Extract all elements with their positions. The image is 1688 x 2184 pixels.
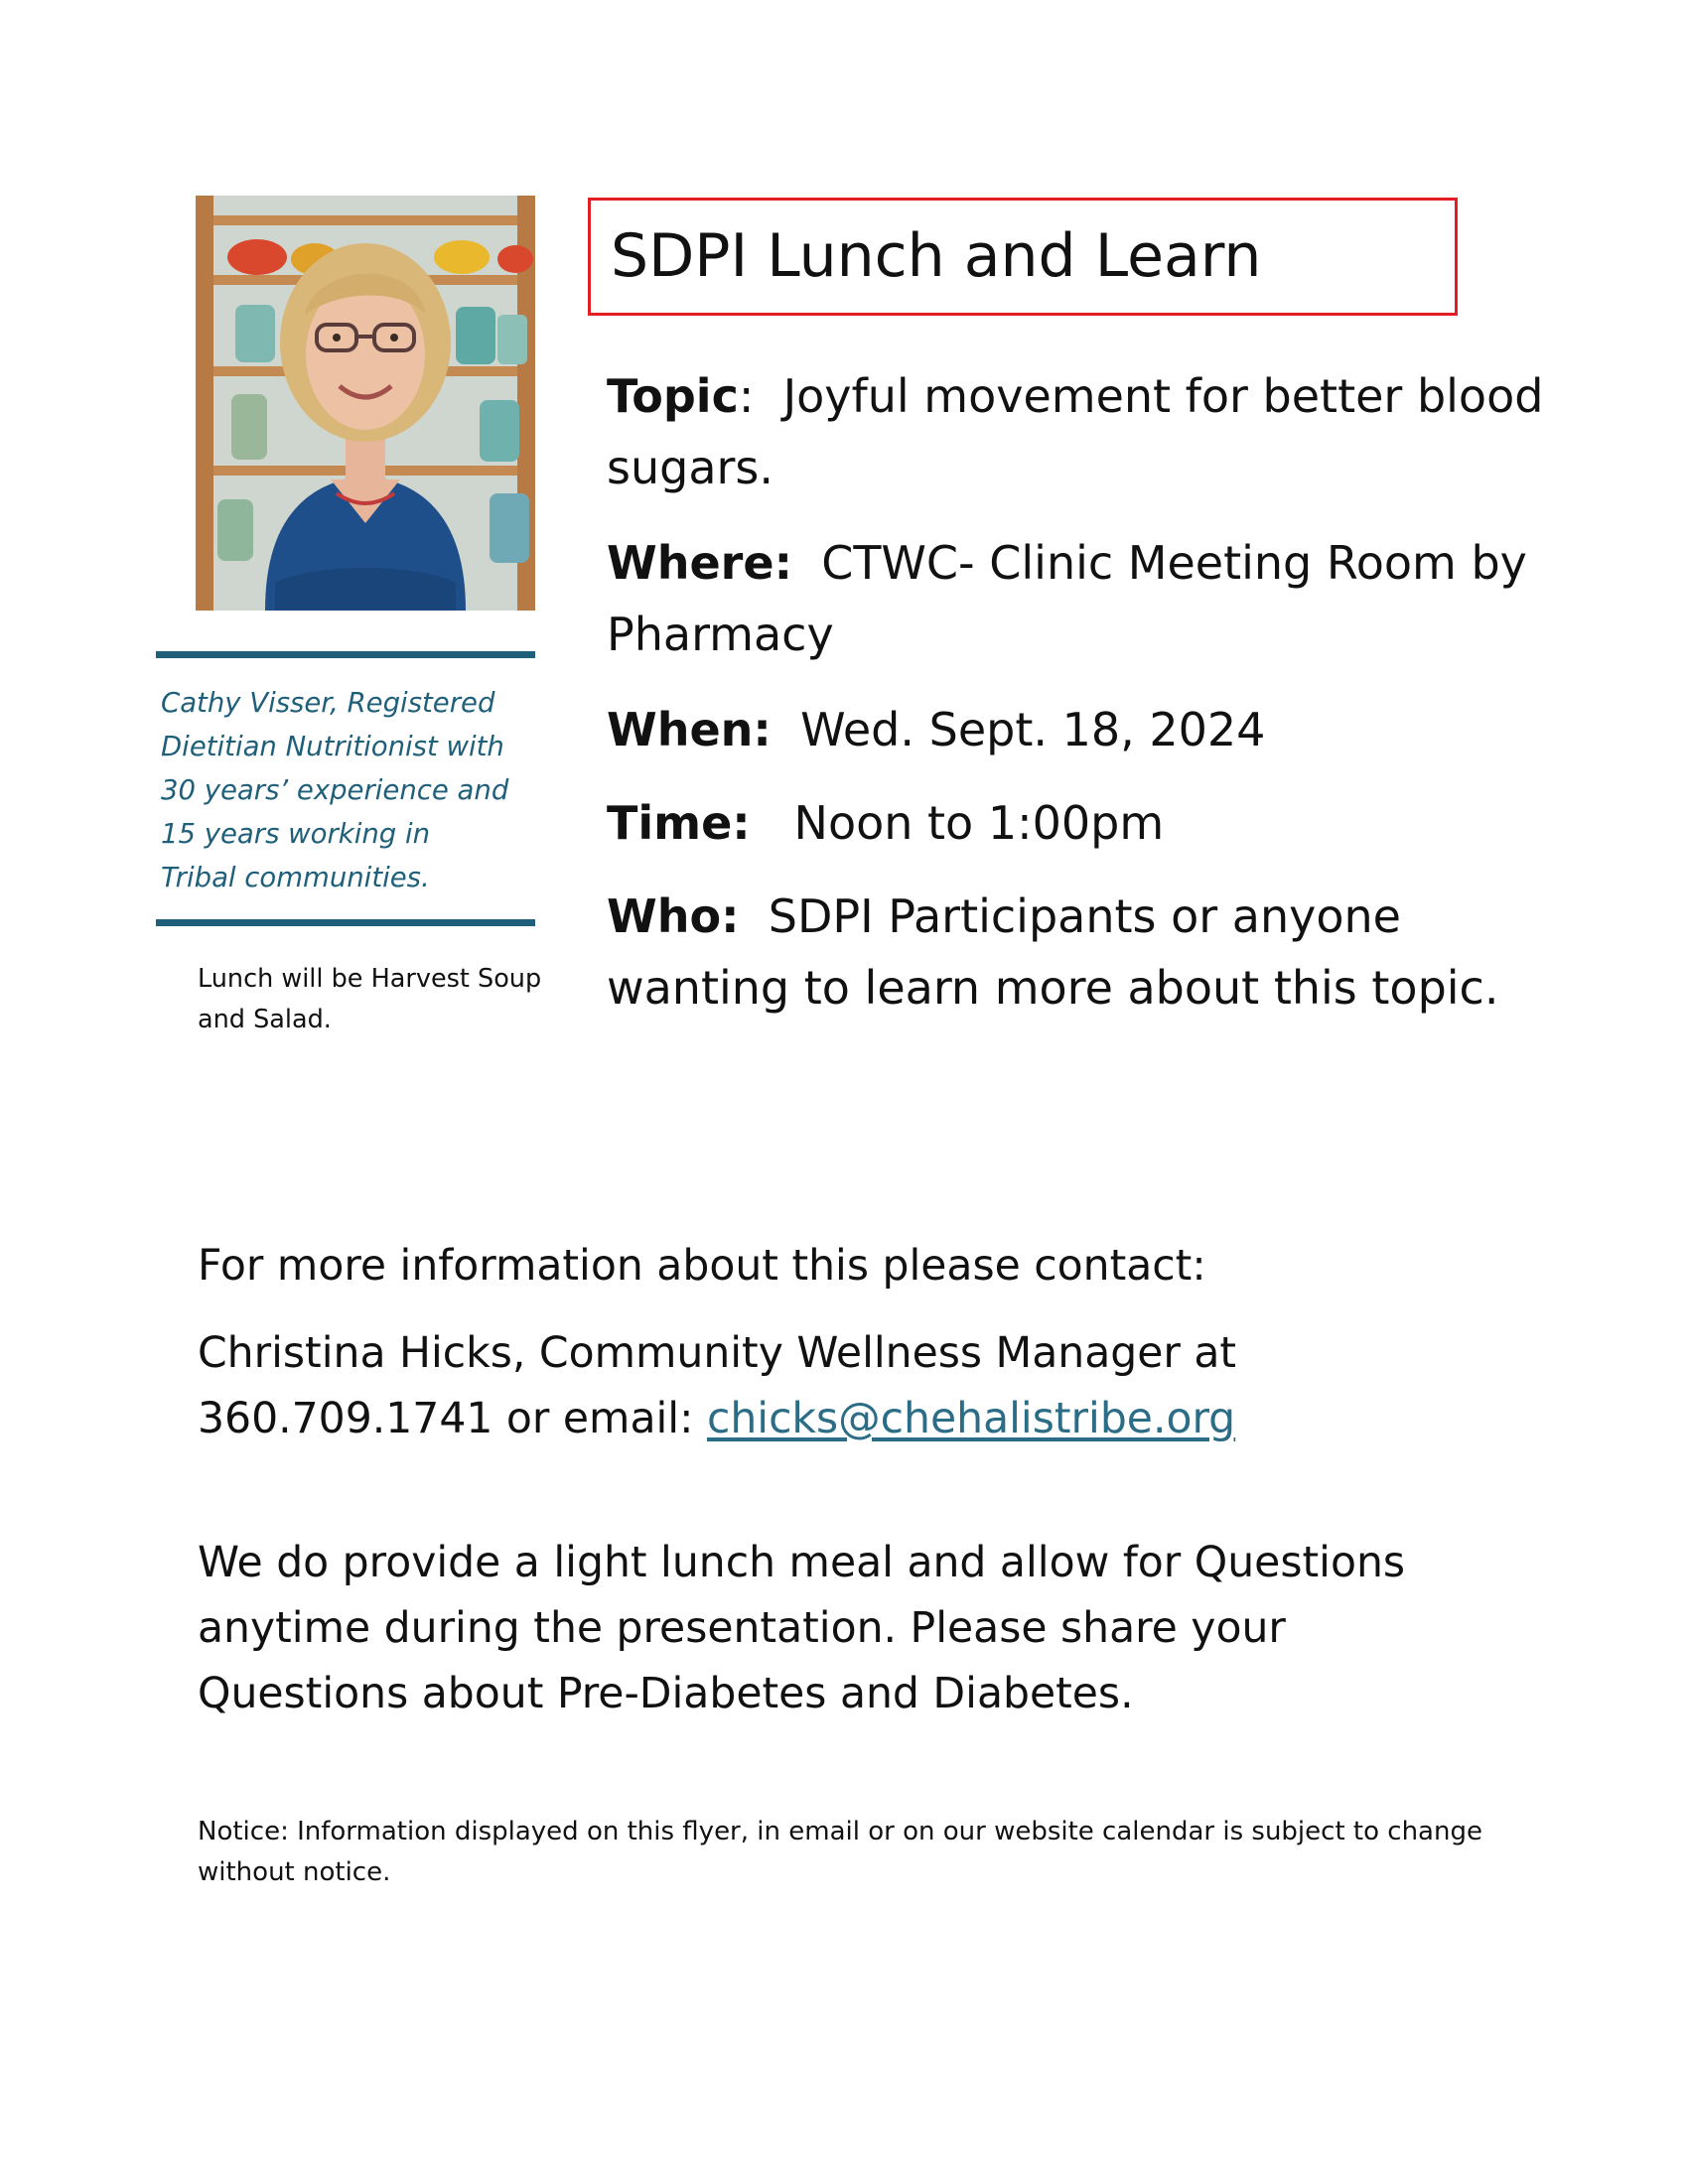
info-line: Questions about Pre-Diabetes and Diabetes. — [198, 1670, 1134, 1718]
notice-line: Notice: Information displayed on this flyer, in email or on our website calendar is subject to change — [198, 1817, 1482, 1846]
title-box — [588, 198, 1458, 316]
when-label: When: — [607, 703, 772, 756]
lunch-note-line: Lunch will be Harvest Soup — [198, 964, 542, 994]
topic-label: Topic — [607, 369, 739, 423]
where-value: CTWC- Clinic Meeting Room by — [821, 536, 1527, 590]
who-detail — [607, 881, 1498, 1024]
time-value: Noon to 1:00pm — [793, 796, 1165, 850]
notice-line: without notice. — [198, 1857, 391, 1887]
caption-line: Cathy Visser, Registered — [161, 687, 495, 719]
lunch-note — [198, 959, 565, 1040]
info-line: anytime during the presentation. Please share your — [198, 1604, 1286, 1653]
page-title: SDPI Lunch and Learn — [611, 221, 1262, 291]
when-detail — [607, 694, 1265, 765]
info-paragraph — [198, 1531, 1405, 1727]
presenter-caption — [161, 681, 528, 899]
where-detail — [607, 527, 1527, 670]
where-label: Where: — [607, 536, 792, 590]
topic-detail: Topic: Joyful movement for better blood sugars. — [607, 360, 1543, 503]
lunch-note-line: and Salad. — [198, 1005, 332, 1034]
topic-value-cont: sugars. — [607, 441, 774, 494]
who-value: SDPI Participants or anyone — [768, 889, 1401, 943]
caption-line: Dietitian Nutritionist with — [161, 731, 504, 762]
contact-phone: 360.709.1741 or email: — [198, 1395, 707, 1443]
contact-intro: For more information about this please contact: — [198, 1242, 1206, 1291]
who-value-cont: wanting to learn more about this topic. — [607, 961, 1499, 1015]
caption-line: Tribal communities. — [161, 862, 430, 893]
contact-block — [198, 1234, 1236, 1452]
time-detail — [607, 787, 1164, 859]
info-line: We do provide a light lunch meal and allow for Questions — [198, 1539, 1406, 1587]
contact-name: Christina Hicks, Community Wellness Manager at — [198, 1329, 1237, 1378]
caption-divider-top — [156, 651, 535, 658]
presenter-photo — [196, 196, 535, 611]
notice — [198, 1812, 1482, 1893]
caption-divider-bottom — [156, 919, 535, 926]
time-label: Time: — [607, 796, 751, 850]
caption-line: 30 years’ experience and — [161, 774, 509, 806]
who-label: Who: — [607, 889, 740, 943]
where-value-cont: Pharmacy — [607, 608, 834, 661]
when-value: Wed. Sept. 18, 2024 — [800, 703, 1266, 756]
topic-value: Joyful movement for better blood — [782, 369, 1544, 423]
email-link[interactable]: chicks@chehalistribe.org — [706, 1395, 1236, 1443]
caption-line: 15 years working in — [161, 818, 431, 850]
